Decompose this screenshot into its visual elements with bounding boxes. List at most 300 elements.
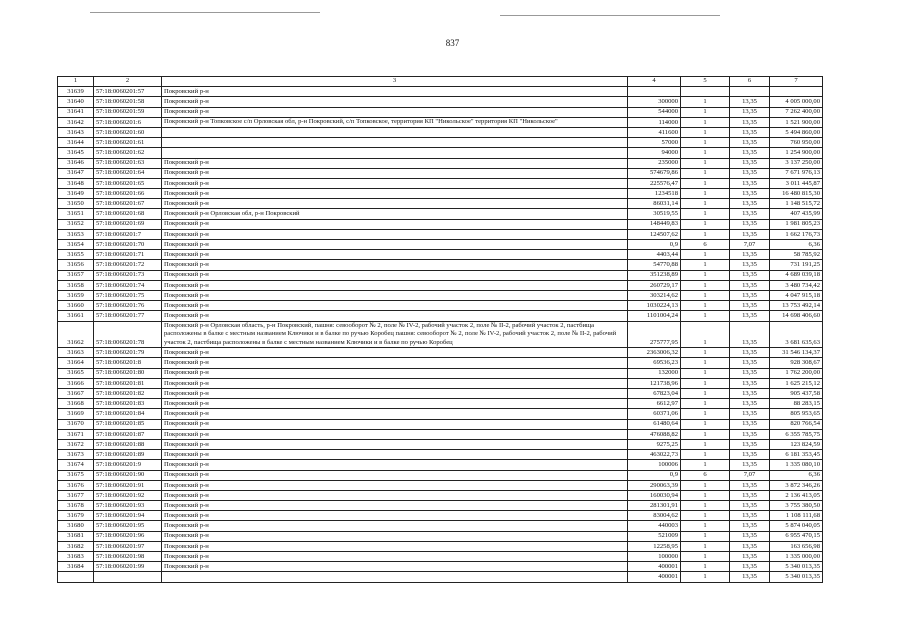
quantity-cell: 1: [681, 562, 730, 572]
area-cell: 574679,86: [628, 168, 681, 178]
cadastral-value-cell: 13 753 492,14: [770, 301, 823, 311]
rate-cell: 13,35: [730, 148, 770, 158]
rate-cell: 13,35: [730, 348, 770, 358]
area-cell: 225576,47: [628, 178, 681, 188]
row-number-cell: 31666: [58, 378, 94, 388]
row-number-cell: 31640: [58, 97, 94, 107]
cadastral-number-cell: 57:18:0060201:82: [94, 389, 162, 399]
cadastral-number-cell: 57:18:0060201:73: [94, 270, 162, 280]
area-cell: 69536,23: [628, 358, 681, 368]
cadastral-value-cell: 1 108 111,68: [770, 511, 823, 521]
cadastral-value-cell: 4 689 039,18: [770, 270, 823, 280]
table-row: [58, 138, 823, 148]
quantity-cell: 1: [681, 321, 730, 348]
location-cell: Покровский р-н: [162, 541, 628, 551]
quantity-cell: 1: [681, 541, 730, 551]
cadastral-value-cell: 5 340 013,35: [770, 562, 823, 572]
table-row: [58, 470, 823, 480]
quantity-cell: 1: [681, 138, 730, 148]
cadastral-value-cell: 163 656,98: [770, 541, 823, 551]
table-row: [58, 368, 823, 378]
quantity-cell: 1: [681, 429, 730, 439]
area-cell: 100000: [628, 552, 681, 562]
cadastral-value-cell: 1 762 200,00: [770, 368, 823, 378]
area-cell: 12258,95: [628, 541, 681, 551]
location-cell: Покровский р-н: [162, 552, 628, 562]
quantity-cell: 1: [681, 460, 730, 470]
row-number-cell: 31663: [58, 348, 94, 358]
page-number: 837: [445, 38, 460, 48]
rate-cell: 13,35: [730, 450, 770, 460]
row-number-cell: 31681: [58, 531, 94, 541]
table-row: [58, 127, 823, 137]
quantity-cell: 1: [681, 97, 730, 107]
table-row: [58, 240, 823, 250]
cadastral-number-cell: 57:18:0060201:64: [94, 168, 162, 178]
quantity-cell: 6: [681, 470, 730, 480]
cadastral-value-cell: 3 480 734,42: [770, 280, 823, 290]
cadastral-value-cell: 7 262 400,00: [770, 107, 823, 117]
rate-cell: 13,35: [730, 531, 770, 541]
quantity-cell: 1: [681, 511, 730, 521]
location-cell: Покровский р-н: [162, 368, 628, 378]
row-number-cell: 31675: [58, 470, 94, 480]
row-number-cell: 31650: [58, 199, 94, 209]
cadastral-value-cell: 1 662 176,73: [770, 229, 823, 239]
scan-artifact-line: [500, 15, 720, 16]
location-cell: Покровский р-н: [162, 450, 628, 460]
row-number-cell: 31669: [58, 409, 94, 419]
location-cell: Покровский р-н: [162, 378, 628, 388]
area-cell: 521009: [628, 531, 681, 541]
quantity-cell: 1: [681, 490, 730, 500]
area-cell: 281301,91: [628, 501, 681, 511]
cadastral-number-cell: 57:18:0060201:7: [94, 229, 162, 239]
quantity-cell: 1: [681, 501, 730, 511]
row-number-cell: 31684: [58, 562, 94, 572]
row-number-cell: 31670: [58, 419, 94, 429]
quantity-cell: 1: [681, 260, 730, 270]
location-cell: Покровский р-н: [162, 531, 628, 541]
area-cell: 83004,62: [628, 511, 681, 521]
cadastral-value-cell: 3 872 346,26: [770, 480, 823, 490]
rate-cell: 13,35: [730, 480, 770, 490]
rate-cell: 13,35: [730, 219, 770, 229]
row-number-cell: 31683: [58, 552, 94, 562]
cadastral-value-cell: 5 340 013,35: [770, 572, 823, 582]
cadastral-value-cell: 1 981 805,23: [770, 219, 823, 229]
table-row: [58, 409, 823, 419]
cadastral-value-cell: 928 308,67: [770, 358, 823, 368]
area-cell: 1234518: [628, 189, 681, 199]
table-row: [58, 219, 823, 229]
cadastral-number-cell: [94, 572, 162, 582]
quantity-cell: 1: [681, 229, 730, 239]
table-header-row: [58, 77, 823, 87]
location-cell: Покровский р-н Топковское с/п Орловская обл, р-н Покровский, с/п Топковское, территория КП "Никольское" территория КП "Никольское": [162, 117, 628, 127]
rate-cell: 13,35: [730, 439, 770, 449]
row-number-cell: 31680: [58, 521, 94, 531]
area-cell: 54770,88: [628, 260, 681, 270]
quantity-cell: 1: [681, 270, 730, 280]
table-row: [58, 358, 823, 368]
location-cell: Покровский р-н: [162, 480, 628, 490]
quantity-cell: [681, 87, 730, 97]
cadastral-value-cell: 7 671 976,13: [770, 168, 823, 178]
cadastral-value-cell: 1 521 900,00: [770, 117, 823, 127]
column-header: 5: [681, 77, 730, 87]
column-header: 1: [58, 77, 94, 87]
location-cell: Покровский р-н: [162, 290, 628, 300]
quantity-cell: 1: [681, 358, 730, 368]
area-cell: 148449,83: [628, 219, 681, 229]
table-row: [58, 562, 823, 572]
row-number-cell: 31655: [58, 250, 94, 260]
location-cell: Покровский р-н: [162, 199, 628, 209]
cadastral-number-cell: 57:18:0060201:72: [94, 260, 162, 270]
quantity-cell: 1: [681, 409, 730, 419]
area-cell: 61480,64: [628, 419, 681, 429]
row-number-cell: 31643: [58, 127, 94, 137]
location-cell: Покровский р-н: [162, 178, 628, 188]
row-number-cell: 31647: [58, 168, 94, 178]
cadastral-value-cell: 5 874 040,05: [770, 521, 823, 531]
table-row: [58, 117, 823, 127]
table-row: [58, 490, 823, 500]
table-row: [58, 419, 823, 429]
location-cell: Покровский р-н: [162, 158, 628, 168]
rate-cell: 13,35: [730, 389, 770, 399]
area-cell: 0,9: [628, 240, 681, 250]
rate-cell: 7,07: [730, 240, 770, 250]
cadastral-value-cell: 123 824,59: [770, 439, 823, 449]
location-cell: Покровский р-н: [162, 399, 628, 409]
location-cell: Покровский р-н: [162, 189, 628, 199]
cadastral-number-cell: 57:18:0060201:60: [94, 127, 162, 137]
cadastral-number-cell: 57:18:0060201:78: [94, 321, 162, 348]
quantity-cell: 1: [681, 158, 730, 168]
table-row: [58, 87, 823, 97]
cadastral-value-cell: 1 254 900,00: [770, 148, 823, 158]
row-number-cell: 31679: [58, 511, 94, 521]
rate-cell: 13,35: [730, 409, 770, 419]
cadastral-number-cell: 57:18:0060201:79: [94, 348, 162, 358]
rate-cell: 13,35: [730, 490, 770, 500]
rate-cell: 13,35: [730, 511, 770, 521]
row-number-cell: 31652: [58, 219, 94, 229]
cadastral-number-cell: 57:18:0060201:89: [94, 450, 162, 460]
rate-cell: 13,35: [730, 138, 770, 148]
cadastral-value-cell: 4 005 000,00: [770, 97, 823, 107]
table-row: [58, 521, 823, 531]
row-number-cell: 31677: [58, 490, 94, 500]
cadastral-number-cell: 57:18:0060201:83: [94, 399, 162, 409]
location-cell: Покровский р-н: [162, 460, 628, 470]
row-number-cell: 31660: [58, 301, 94, 311]
rate-cell: 13,35: [730, 229, 770, 239]
area-cell: 0,9: [628, 470, 681, 480]
location-cell: Покровский р-н: [162, 439, 628, 449]
row-number-cell: 31678: [58, 501, 94, 511]
rate-cell: 13,35: [730, 321, 770, 348]
table-row: [58, 348, 823, 358]
column-header: 2: [94, 77, 162, 87]
cadastral-value-cell: 88 283,15: [770, 399, 823, 409]
quantity-cell: 1: [681, 368, 730, 378]
column-header: 4: [628, 77, 681, 87]
table-row: [58, 321, 823, 348]
rate-cell: 13,35: [730, 301, 770, 311]
row-number-cell: 31672: [58, 439, 94, 449]
cadastral-value-cell: 1 625 215,12: [770, 378, 823, 388]
rate-cell: 13,35: [730, 460, 770, 470]
rate-cell: 13,35: [730, 260, 770, 270]
location-cell: Покровский р-н: [162, 429, 628, 439]
rate-cell: 13,35: [730, 562, 770, 572]
cadastral-value-cell: 731 191,25: [770, 260, 823, 270]
area-cell: 2363006,32: [628, 348, 681, 358]
column-header: 6: [730, 77, 770, 87]
cadastral-number-cell: 57:18:0060201:96: [94, 531, 162, 541]
row-number-cell: 31682: [58, 541, 94, 551]
rate-cell: 13,35: [730, 168, 770, 178]
cadastral-value-cell: 6 181 353,45: [770, 450, 823, 460]
cadastral-number-cell: 57:18:0060201:81: [94, 378, 162, 388]
cadastral-number-cell: 57:18:0060201:9: [94, 460, 162, 470]
row-number-cell: 31642: [58, 117, 94, 127]
location-cell: Покровский р-н: [162, 311, 628, 321]
cadastral-value-cell: 16 480 815,30: [770, 189, 823, 199]
table-row: [58, 148, 823, 158]
table-row: [58, 270, 823, 280]
rate-cell: [730, 87, 770, 97]
quantity-cell: 1: [681, 301, 730, 311]
cadastral-number-cell: 57:18:0060201:97: [94, 541, 162, 551]
table-row: [58, 250, 823, 260]
cadastral-number-cell: 57:18:0060201:93: [94, 501, 162, 511]
area-cell: 351238,89: [628, 270, 681, 280]
table-row: [58, 107, 823, 117]
rate-cell: 13,35: [730, 429, 770, 439]
cadastral-number-cell: 57:18:0060201:69: [94, 219, 162, 229]
quantity-cell: 1: [681, 209, 730, 219]
row-number-cell: 31654: [58, 240, 94, 250]
quantity-cell: 1: [681, 389, 730, 399]
quantity-cell: 1: [681, 127, 730, 137]
cadastral-value-cell: 805 953,65: [770, 409, 823, 419]
row-number-cell: 31668: [58, 399, 94, 409]
rate-cell: 13,35: [730, 552, 770, 562]
table-row: [58, 572, 823, 582]
column-header: 7: [770, 77, 823, 87]
rate-cell: 13,35: [730, 209, 770, 219]
quantity-cell: 1: [681, 521, 730, 531]
cadastral-value-cell: 3 681 635,63: [770, 321, 823, 348]
cadastral-number-cell: 57:18:0060201:63: [94, 158, 162, 168]
column-header: 3: [162, 77, 628, 87]
rate-cell: 13,35: [730, 280, 770, 290]
land-parcel-table: [57, 76, 823, 583]
area-cell: 400001: [628, 572, 681, 582]
location-cell: Покровский р-н: [162, 511, 628, 521]
row-number-cell: 31676: [58, 480, 94, 490]
area-cell: 1101004,24: [628, 311, 681, 321]
cadastral-value-cell: 3 755 380,50: [770, 501, 823, 511]
table-row: [58, 280, 823, 290]
area-cell: 6612,97: [628, 399, 681, 409]
row-number-cell: 31667: [58, 389, 94, 399]
cadastral-number-cell: 57:18:0060201:66: [94, 189, 162, 199]
cadastral-value-cell: 1 335 000,00: [770, 552, 823, 562]
table-row: [58, 260, 823, 270]
location-cell: Покровский р-н: [162, 280, 628, 290]
cadastral-value-cell: 58 785,92: [770, 250, 823, 260]
rate-cell: 13,35: [730, 419, 770, 429]
row-number-cell: 31648: [58, 178, 94, 188]
area-cell: 260729,17: [628, 280, 681, 290]
area-cell: 235000: [628, 158, 681, 168]
row-number-cell: 31662: [58, 321, 94, 348]
table-row: [58, 229, 823, 239]
location-cell: Покровский р-н: [162, 301, 628, 311]
location-cell: Покровский р-н: [162, 470, 628, 480]
cadastral-number-cell: 57:18:0060201:58: [94, 97, 162, 107]
cadastral-number-cell: 57:18:0060201:95: [94, 521, 162, 531]
area-cell: 67823,04: [628, 389, 681, 399]
table-row: [58, 97, 823, 107]
row-number-cell: 31665: [58, 368, 94, 378]
cadastral-number-cell: 57:18:0060201:88: [94, 439, 162, 449]
table-row: [58, 501, 823, 511]
rate-cell: 13,35: [730, 378, 770, 388]
area-cell: 476088,82: [628, 429, 681, 439]
quantity-cell: 1: [681, 280, 730, 290]
cadastral-number-cell: 57:18:0060201:70: [94, 240, 162, 250]
area-cell: 9275,25: [628, 439, 681, 449]
cadastral-number-cell: 57:18:0060201:85: [94, 419, 162, 429]
quantity-cell: 1: [681, 531, 730, 541]
cadastral-number-cell: 57:18:0060201:61: [94, 138, 162, 148]
rate-cell: 13,35: [730, 399, 770, 409]
cadastral-value-cell: [770, 87, 823, 97]
row-number-cell: 31653: [58, 229, 94, 239]
quantity-cell: 1: [681, 311, 730, 321]
location-cell: Покровский р-н: [162, 521, 628, 531]
rate-cell: 13,35: [730, 199, 770, 209]
cadastral-value-cell: 14 698 406,60: [770, 311, 823, 321]
location-cell: Покровский р-н: [162, 270, 628, 280]
location-cell: Покровский р-н: [162, 348, 628, 358]
location-cell: [162, 138, 628, 148]
location-cell: Покровский р-н: [162, 490, 628, 500]
area-cell: 411600: [628, 127, 681, 137]
cadastral-value-cell: 31 546 134,37: [770, 348, 823, 358]
quantity-cell: 1: [681, 189, 730, 199]
row-number-cell: 31649: [58, 189, 94, 199]
cadastral-number-cell: 57:18:0060201:84: [94, 409, 162, 419]
table-body: [58, 87, 823, 582]
rate-cell: 13,35: [730, 189, 770, 199]
quantity-cell: 1: [681, 378, 730, 388]
area-cell: 30519,55: [628, 209, 681, 219]
cadastral-number-cell: 57:18:0060201:67: [94, 199, 162, 209]
table-row: [58, 531, 823, 541]
area-cell: 4403,44: [628, 250, 681, 260]
cadastral-value-cell: 6 355 785,75: [770, 429, 823, 439]
rate-cell: 13,35: [730, 311, 770, 321]
table-row: [58, 311, 823, 321]
area-cell: 94000: [628, 148, 681, 158]
location-cell: [162, 572, 628, 582]
cadastral-number-cell: 57:18:0060201:80: [94, 368, 162, 378]
quantity-cell: 1: [681, 219, 730, 229]
rate-cell: 13,35: [730, 521, 770, 531]
quantity-cell: 1: [681, 107, 730, 117]
location-cell: [162, 127, 628, 137]
cadastral-value-cell: 3 011 445,87: [770, 178, 823, 188]
row-number-cell: 31664: [58, 358, 94, 368]
area-cell: 290063,39: [628, 480, 681, 490]
row-number-cell: 31651: [58, 209, 94, 219]
cadastral-number-cell: 57:18:0060201:65: [94, 178, 162, 188]
cadastral-number-cell: 57:18:0060201:8: [94, 358, 162, 368]
cadastral-number-cell: 57:18:0060201:59: [94, 107, 162, 117]
cadastral-value-cell: 407 435,99: [770, 209, 823, 219]
cadastral-value-cell: 1 148 515,72: [770, 199, 823, 209]
area-cell: 114000: [628, 117, 681, 127]
cadastral-value-cell: 1 335 080,10: [770, 460, 823, 470]
location-cell: Покровский р-н: [162, 250, 628, 260]
cadastral-value-cell: 5 494 860,00: [770, 127, 823, 137]
cadastral-value-cell: 2 136 413,05: [770, 490, 823, 500]
rate-cell: 13,35: [730, 572, 770, 582]
table-row: [58, 480, 823, 490]
cadastral-number-cell: 57:18:0060201:76: [94, 301, 162, 311]
cadastral-value-cell: 905 437,58: [770, 389, 823, 399]
cadastral-number-cell: 57:18:0060201:90: [94, 470, 162, 480]
area-cell: 100006: [628, 460, 681, 470]
cadastral-value-cell: 6,36: [770, 240, 823, 250]
quantity-cell: 1: [681, 250, 730, 260]
area-cell: 86031,14: [628, 199, 681, 209]
rate-cell: 13,35: [730, 107, 770, 117]
location-cell: Покровский р-н: [162, 240, 628, 250]
cadastral-value-cell: 6,36: [770, 470, 823, 480]
row-number-cell: 31661: [58, 311, 94, 321]
table-row: [58, 399, 823, 409]
table-row: [58, 552, 823, 562]
area-cell: 544000: [628, 107, 681, 117]
table-row: [58, 301, 823, 311]
cadastral-number-cell: 57:18:0060201:98: [94, 552, 162, 562]
quantity-cell: 1: [681, 290, 730, 300]
area-cell: [628, 87, 681, 97]
rate-cell: 13,35: [730, 158, 770, 168]
cadastral-number-cell: 57:18:0060201:99: [94, 562, 162, 572]
row-number-cell: 31673: [58, 450, 94, 460]
location-cell: [162, 148, 628, 158]
location-cell: Покровский р-н: [162, 389, 628, 399]
table-row: [58, 439, 823, 449]
rate-cell: 13,35: [730, 127, 770, 137]
rate-cell: 13,35: [730, 270, 770, 280]
location-cell: Покровский р-н: [162, 87, 628, 97]
cadastral-number-cell: 57:18:0060201:75: [94, 290, 162, 300]
area-cell: 1030224,13: [628, 301, 681, 311]
quantity-cell: 1: [681, 552, 730, 562]
table-row: [58, 209, 823, 219]
area-cell: 60371,06: [628, 409, 681, 419]
